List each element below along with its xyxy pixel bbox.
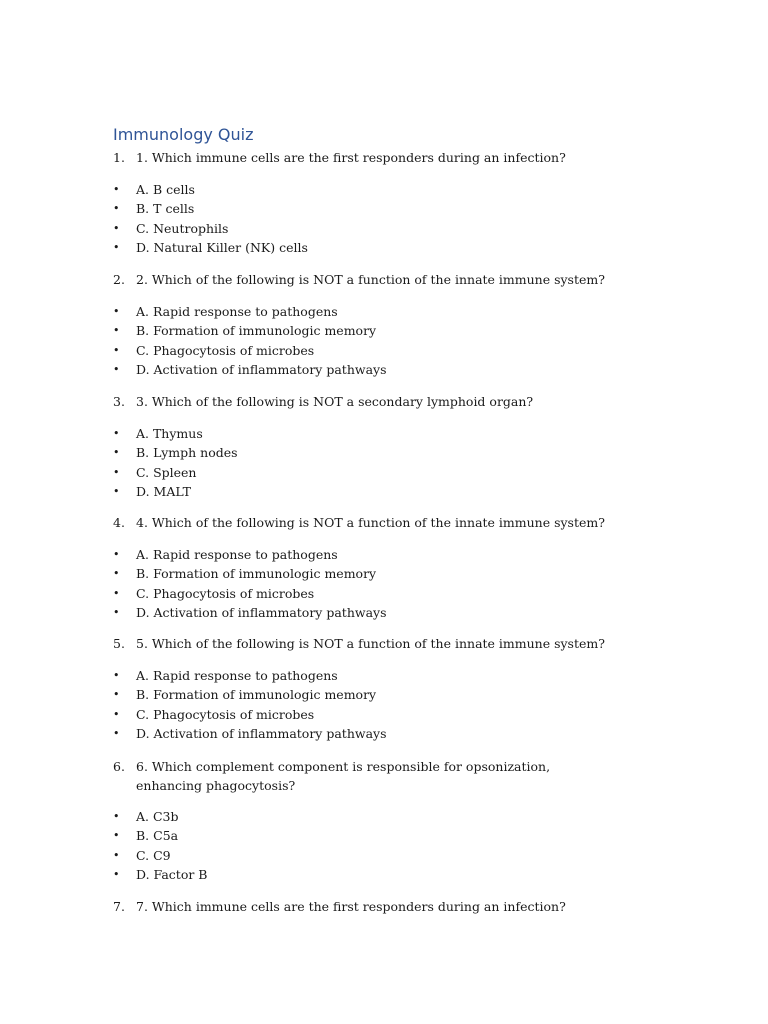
question-5 (113, 634, 613, 653)
option-item (113, 545, 613, 564)
option-item (113, 685, 613, 704)
option-item (113, 321, 613, 340)
question-7 (113, 897, 613, 916)
bullet-icon: • (113, 221, 120, 235)
option-text: C. Phagocytosis of microbes (136, 706, 315, 722)
option-text: D. Activation of inflammatory pathways (136, 604, 387, 620)
option-item (113, 302, 613, 321)
bullet-icon: • (113, 183, 120, 196)
question-number: 5. (113, 636, 125, 651)
bullet-icon: • (113, 605, 120, 619)
option-item (113, 705, 613, 724)
bullet-icon: • (113, 343, 120, 357)
option-item (113, 584, 613, 603)
question-1 (113, 148, 613, 167)
option-item (113, 443, 613, 462)
options-list-5 (113, 666, 613, 743)
options-list-4 (113, 545, 613, 622)
bullet-icon: • (113, 484, 120, 498)
bullet-icon: • (113, 567, 120, 581)
bullet-icon: • (113, 707, 120, 721)
options-list-3 (113, 424, 613, 501)
bullet-icon: • (113, 548, 120, 561)
option-text: C. Neutrophils (136, 220, 229, 236)
option-text: D. Activation of inflammatory pathways (136, 725, 387, 741)
bullet-icon: • (113, 465, 120, 479)
question-text: 5. Which of the following is NOT a function of the innate immune system? (136, 636, 605, 651)
bullet-icon: • (113, 427, 120, 440)
option-item (113, 482, 613, 501)
question-6 (113, 757, 593, 795)
option-item (113, 238, 613, 257)
question-text: 2. Which of the following is NOT a function of the innate immune system? (136, 272, 605, 287)
question-number: 2. (113, 272, 125, 287)
option-item (113, 846, 613, 865)
option-item (113, 865, 613, 884)
bullet-icon: • (113, 688, 120, 702)
option-item (113, 463, 613, 482)
option-item (113, 603, 613, 622)
bullet-icon: • (113, 362, 120, 376)
option-item (113, 666, 613, 685)
option-item (113, 807, 613, 826)
question-text: 4. Which of the following is NOT a function of the innate immune system? (136, 515, 605, 530)
bullet-icon: • (113, 829, 120, 843)
bullet-icon: • (113, 305, 120, 318)
bullet-icon: • (113, 867, 120, 881)
option-text: B. Lymph nodes (136, 445, 238, 461)
question-text: 1. Which immune cells are the first responders during an infection? (136, 150, 566, 165)
document-title: Immunology Quiz (113, 125, 254, 144)
option-text: B. T cells (136, 201, 195, 217)
option-text: D. Natural Killer (NK) cells (136, 239, 308, 255)
bullet-icon: • (113, 586, 120, 600)
option-text: A. Rapid response to pathogens (136, 547, 338, 562)
bullet-icon: • (113, 726, 120, 740)
option-text: B. Formation of immunologic memory (136, 687, 377, 703)
bullet-icon: • (113, 669, 120, 682)
option-item (113, 564, 613, 583)
question-2 (113, 270, 613, 289)
option-item (113, 424, 613, 443)
option-text: C. Phagocytosis of microbes (136, 342, 315, 358)
bullet-icon: • (113, 240, 120, 254)
option-text: B. Formation of immunologic memory (136, 566, 377, 582)
option-item (113, 199, 613, 218)
option-text: A. B cells (136, 182, 195, 197)
option-text: A. Thymus (136, 426, 203, 441)
option-text: A. Rapid response to pathogens (136, 304, 338, 319)
question-text: 7. Which immune cells are the first responders during an infection? (136, 899, 566, 914)
option-text: D. Activation of inflammatory pathways (136, 361, 387, 377)
question-number: 7. (113, 899, 125, 914)
question-number: 3. (113, 394, 125, 409)
question-4 (113, 513, 613, 532)
option-item (113, 360, 613, 379)
option-text: B. C5a (136, 828, 179, 844)
bullet-icon: • (113, 446, 120, 460)
option-text: B. Formation of immunologic memory (136, 323, 377, 339)
option-text: C. Phagocytosis of microbes (136, 585, 315, 601)
question-3 (113, 392, 613, 411)
option-text: D. MALT (136, 483, 191, 499)
option-item (113, 180, 613, 199)
question-text: 6. Which complement component is responsible for opsonization, enhancing phagocytosis? (136, 759, 551, 793)
option-text: A. C3b (136, 809, 179, 824)
option-text: C. C9 (136, 847, 171, 863)
option-text: D. Factor B (136, 866, 208, 882)
bullet-icon: • (113, 810, 120, 823)
bullet-icon: • (113, 202, 120, 216)
question-text: 3. Which of the following is NOT a secondary lymphoid organ? (136, 394, 534, 409)
options-list-1 (113, 180, 613, 257)
option-item (113, 724, 613, 743)
option-item (113, 826, 613, 845)
options-list-6 (113, 807, 613, 884)
question-number: 4. (113, 515, 125, 530)
question-number: 1. (113, 150, 125, 165)
option-text: C. Spleen (136, 464, 197, 480)
option-item (113, 219, 613, 238)
question-number: 6. (113, 759, 125, 774)
options-list-2 (113, 302, 613, 379)
option-text: A. Rapid response to pathogens (136, 668, 338, 683)
bullet-icon: • (113, 848, 120, 862)
bullet-icon: • (113, 324, 120, 338)
option-item (113, 341, 613, 360)
